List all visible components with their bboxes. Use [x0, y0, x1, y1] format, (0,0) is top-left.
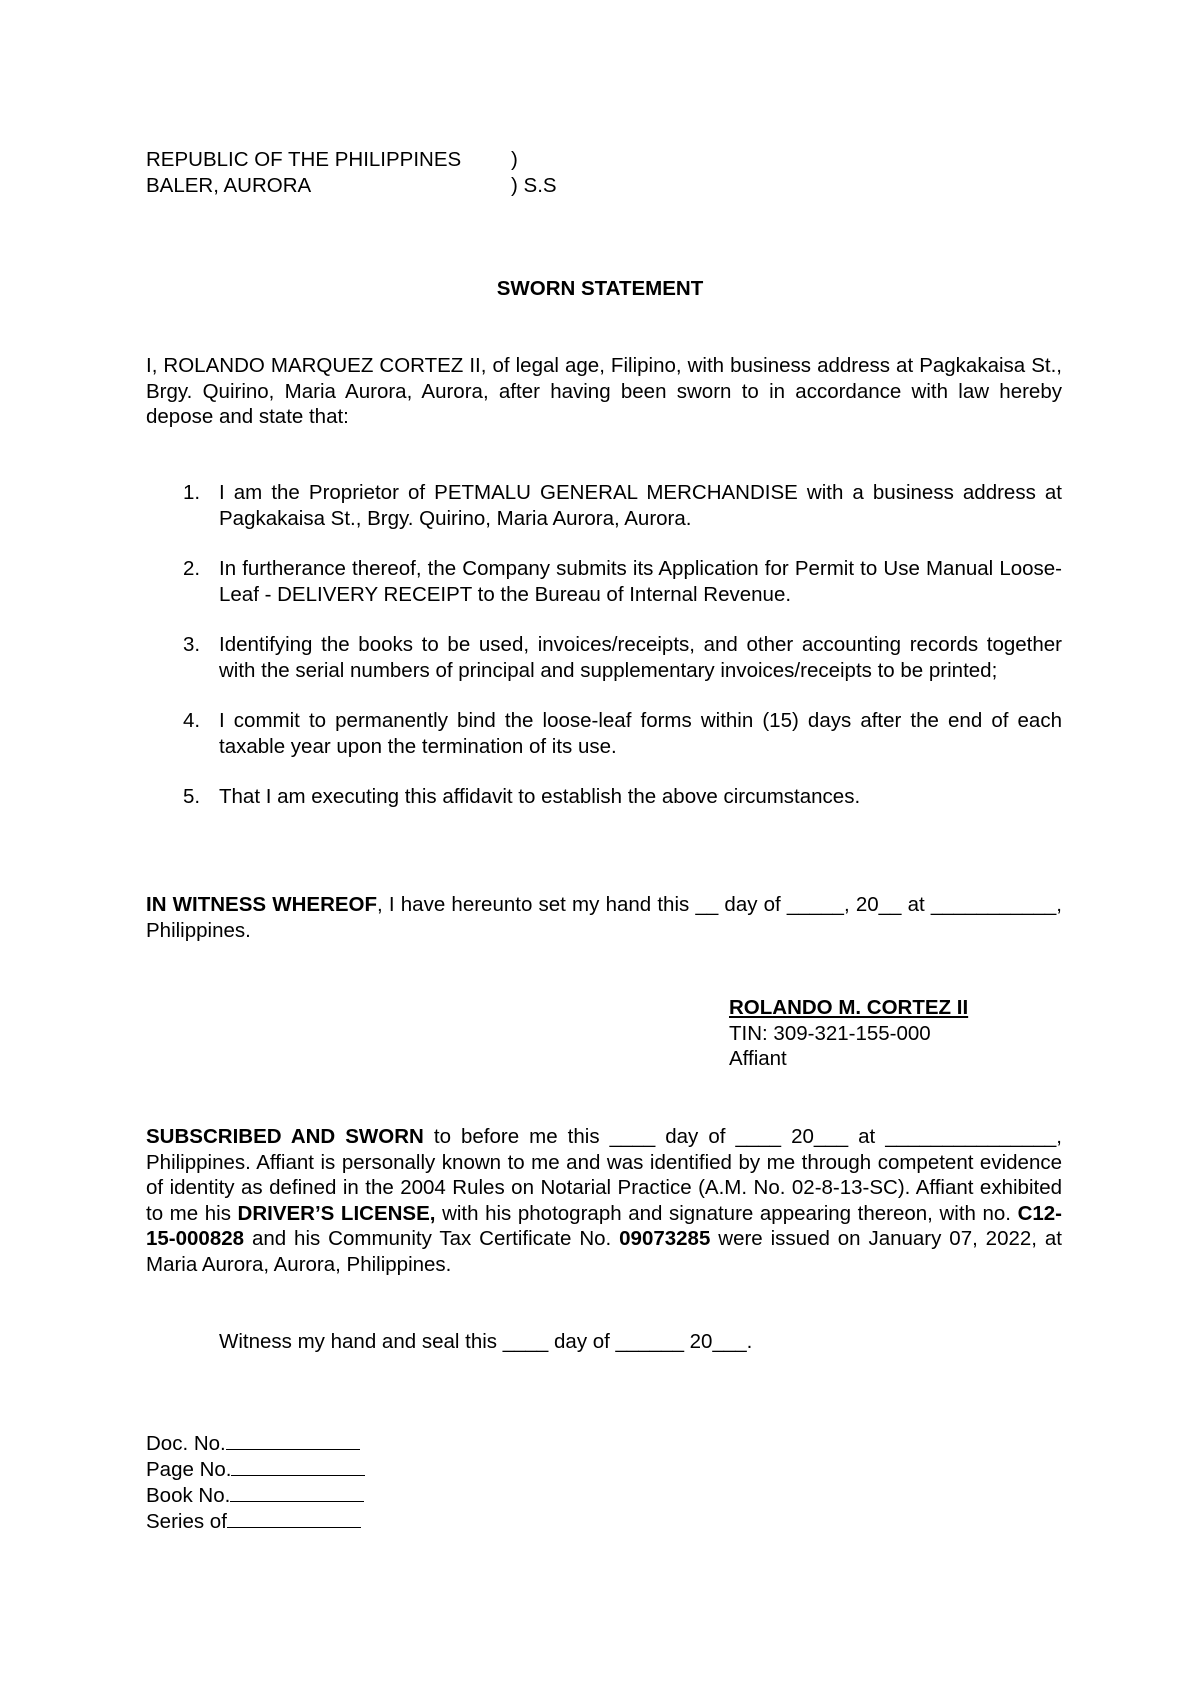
page-no-row — [146, 1457, 365, 1483]
list-number: 2. — [183, 557, 201, 580]
jurat-text-1: to before me this ____ day of ____ 20___ at _______________, Philippines. Affiant is personally known to me and was identified by me through competent evidence of identity as defined in the 2004 Rules on Notarial Practice (A.M. No. 02-8-13-SC). Affiant exhibited to me his — [146, 1125, 1062, 1225]
id-type: DRIVER’S LICENSE, — [237, 1201, 436, 1225]
seal-line: Witness my hand and seal this ____ day of ______ 20___. — [219, 1330, 753, 1353]
affiant-name: ROLANDO M. CORTEZ II — [729, 996, 969, 1019]
list-number: 1. — [183, 481, 201, 504]
book-no-blank — [230, 1483, 364, 1502]
doc-no-row — [146, 1431, 365, 1457]
notarial-register — [146, 1431, 365, 1535]
venue-city: BALER, AURORA — [146, 174, 312, 197]
list-number: 3. — [183, 633, 201, 656]
affiant-tin: TIN: 309-321-155-000 — [729, 1021, 931, 1045]
list-item — [146, 784, 1062, 810]
venue-block — [146, 147, 557, 199]
book-no-label: Book No. — [146, 1484, 231, 1507]
jurat-paragraph — [146, 1124, 1062, 1277]
page-no-label: Page No. — [146, 1458, 232, 1481]
jurat-lead: SUBSCRIBED AND SWORN — [146, 1125, 424, 1148]
list-number: 4. — [183, 709, 201, 732]
witness-text: , I have hereunto set my hand this __ day of _____, 20__ at ___________, Philippines. — [146, 893, 1062, 942]
document-title: SWORN STATEMENT — [496, 277, 704, 300]
list-text: Identifying the books to be used, invoices/receipts, and other accounting records together with the serial numbers of principal and supplementary invoices/receipts to be printed; — [219, 633, 1062, 682]
series-row — [146, 1509, 365, 1535]
list-text: I am the Proprietor of PETMALU GENERAL MERCHANDISE with a business address at Pagkakaisa St., Brgy. Quirino, Maria Aurora, Aurora. — [219, 481, 1062, 530]
list-number: 5. — [183, 785, 201, 808]
doc-no-blank — [226, 1431, 360, 1450]
jurat-text-4: were issued on January 07, 2022, at Maria Aurora, Aurora, Philippines. — [146, 1227, 1062, 1276]
series-blank — [227, 1509, 361, 1528]
affiant-role: Affiant — [729, 1047, 787, 1070]
list-text: I commit to permanently bind the loose-leaf forms within (15) days after the end of each taxable year upon the termination of its use. — [219, 709, 1062, 758]
venue-paren: ) — [511, 148, 518, 171]
id-number: C12-15-000828 — [146, 1201, 1063, 1250]
witness-paragraph — [146, 892, 1062, 943]
ctc-number: 09073285 — [619, 1227, 711, 1250]
statement-list — [146, 480, 1062, 835]
list-item — [146, 708, 1062, 759]
book-no-row — [146, 1483, 365, 1509]
intro-paragraph: I, ROLANDO MARQUEZ CORTEZ II, of legal age, Filipino, with business address at Pagkakaisa St., Brgy. Quirino, Maria Aurora, Aurora, after having been sworn to in accordance with law hereby depose and state that: — [146, 354, 1062, 428]
doc-no-label: Doc. No. — [146, 1432, 226, 1455]
affiant-block — [729, 995, 968, 1072]
venue-ss: ) S.S — [511, 174, 557, 197]
venue-country: REPUBLIC OF THE PHILIPPINES — [146, 148, 462, 171]
list-text: That I am executing this affidavit to establish the above circumstances. — [219, 785, 861, 808]
series-label: Series of — [146, 1510, 227, 1533]
list-text: In furtherance thereof, the Company submits its Application for Permit to Use Manual Loose-Leaf - DELIVERY RECEIPT to the Bureau of Internal Revenue. — [219, 557, 1062, 606]
list-item — [146, 632, 1062, 683]
jurat-text-2: with his photograph and signature appearing thereon, with no. — [435, 1201, 1018, 1225]
jurat-text-3: and his Community Tax Certificate No. — [244, 1227, 620, 1250]
list-item — [146, 556, 1062, 607]
list-item — [146, 480, 1062, 531]
witness-lead: IN WITNESS WHEREOF — [146, 893, 378, 916]
page-no-blank — [231, 1457, 365, 1476]
